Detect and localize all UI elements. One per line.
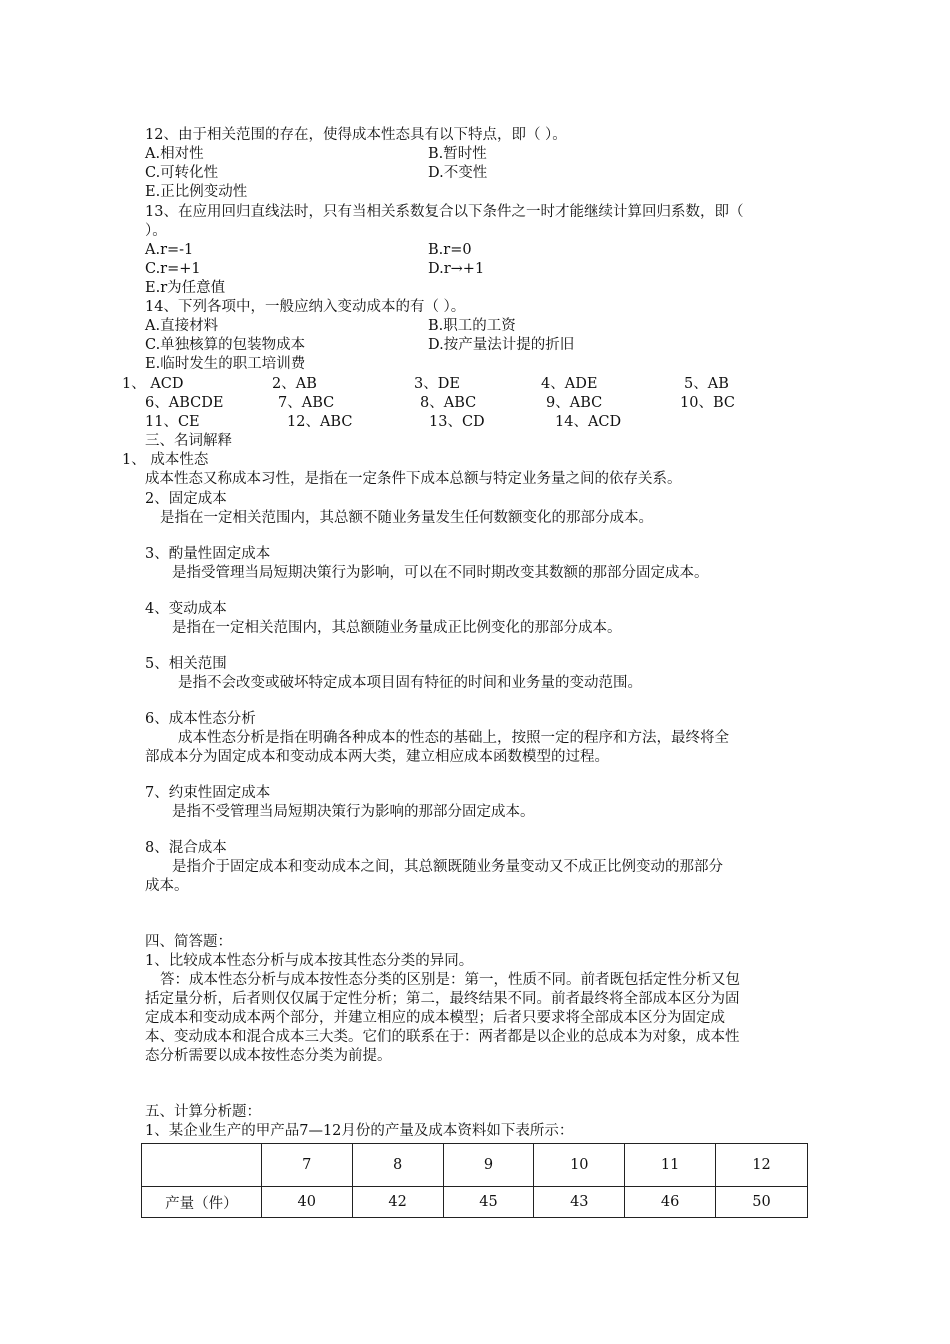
term-6-title: 6、成本性态分析 (145, 711, 256, 727)
q12-option-b: B.暂时性 (428, 146, 487, 162)
q14-option-b: B.职工的工资 (428, 318, 516, 334)
answer-10: 10、BC (680, 395, 735, 411)
term-1-body: 成本性态又称成本习性，是指在一定条件下成本总额与特定业务量之间的依存关系。 (145, 471, 682, 487)
q14-stem: 14、下列各项中，一般应纳入变动成本的有（ ）。 (145, 299, 466, 315)
term-8-body-1: 是指介于固定成本和变动成本之间，其总额既随业务量变动又不成正比例变动的那部分 (172, 859, 723, 875)
section-4-title: 四、简答题： (145, 934, 232, 950)
term-8-body-2: 成本。 (145, 878, 189, 894)
short-answer-body-2: 括定量分析，后者则仅仅属于定性分析；第二，最终结果不同。前者最终将全部成本区分为固 (145, 991, 740, 1007)
short-answer-body-3: 定成本和变动成本两个部分，并建立相应的成本模型；后者只要求将全部成本区分为固定成 (145, 1010, 725, 1026)
answer-13: 13、CD (429, 414, 485, 430)
term-7-title: 7、约束性固定成本 (145, 785, 271, 801)
q13-stem-cont: ）。 (145, 223, 167, 239)
calc-question-1: 1、某企业生产的甲产品7—12月份的产量及成本资料如下表所示： (145, 1123, 574, 1139)
output-cell: 42 (352, 1187, 443, 1218)
term-2-title: 2、固定成本 (145, 491, 227, 507)
q13-stem: 13、在应用回归直线法时，只有当相关系数复合以下条件之一时才能继续计算回归系数，即（ (145, 204, 744, 220)
q12-option-d: D.不变性 (428, 165, 488, 181)
q13-option-b: B.r=0 (428, 242, 472, 258)
term-8-title: 8、混合成本 (145, 840, 227, 856)
q14-option-e: E.临时发生的职工培训费 (145, 356, 306, 372)
term-2-body: 是指在一定相关范围内，其总额不随业务量发生任何数额变化的那部分成本。 (160, 510, 653, 526)
table-row (142, 1187, 808, 1218)
q13-option-d: D.r→+1 (428, 261, 485, 277)
table-header-row (142, 1144, 808, 1187)
output-cell: 45 (443, 1187, 534, 1218)
answer-9: 9、ABC (546, 395, 603, 411)
answer-5: 5、AB (684, 376, 729, 392)
q13-option-a: A.r=-1 (145, 242, 194, 258)
term-3-body: 是指受管理当局短期决策行为影响，可以在不同时期改变其数额的那部分固定成本。 (172, 565, 709, 581)
term-6-body-2: 部成本分为固定成本和变动成本两大类，建立相应成本函数模型的过程。 (145, 749, 609, 765)
term-5-body: 是指不会改变或破坏特定成本项目固有特征的时间和业务量的变动范围。 (178, 675, 642, 691)
month-cell: 10 (534, 1144, 625, 1187)
q12-option-e: E.正比例变动性 (145, 184, 248, 200)
q13-option-e: E.r为任意值 (145, 280, 226, 296)
q12-stem: 12、由于相关范围的存在，使得成本性态具有以下特点，即（ ）。 (145, 127, 567, 143)
short-answer-question-1: 1、比较成本性态分析与成本按其性态分类的异同。 (145, 953, 474, 969)
short-answer-body-1: 答：成本性态分析与成本按性态分类的区别是：第一，性质不同。前者既包括定性分析又包 (160, 972, 740, 988)
term-4-body: 是指在一定相关范围内，其总额随业务量成正比例变化的那部分成本。 (172, 620, 622, 636)
answer-12: 12、ABC (287, 414, 353, 430)
answer-2: 2、AB (272, 376, 317, 392)
term-1-title: 1、 成本性态 (122, 452, 209, 468)
month-cell: 7 (261, 1144, 352, 1187)
section-5-title: 五、计算分析题： (145, 1104, 261, 1120)
short-answer-body-5: 态分析需要以成本按性态分类为前提。 (145, 1048, 392, 1064)
output-table (141, 1143, 808, 1218)
q12-option-c: C.可转化性 (145, 165, 219, 181)
term-5-title: 5、相关范围 (145, 656, 227, 672)
answer-6: 6、ABCDE (145, 395, 224, 411)
month-cell: 11 (625, 1144, 716, 1187)
term-3-title: 3、酌量性固定成本 (145, 546, 271, 562)
output-cell: 50 (716, 1187, 808, 1218)
q14-option-c: C.单独核算的包装物成本 (145, 337, 306, 353)
q12-option-a: A.相对性 (145, 146, 204, 162)
answer-14: 14、ACD (555, 414, 622, 430)
output-cell: 46 (625, 1187, 716, 1218)
section-3-title: 三、名词解释 (145, 433, 232, 449)
answer-7: 7、ABC (278, 395, 335, 411)
answer-8: 8、ABC (420, 395, 477, 411)
answer-4: 4、ADE (541, 376, 598, 392)
month-cell: 8 (352, 1144, 443, 1187)
q14-option-d: D.按产量法计提的折旧 (428, 337, 575, 353)
month-cell: 9 (443, 1144, 534, 1187)
term-4-title: 4、变动成本 (145, 601, 227, 617)
month-cell: 12 (716, 1144, 808, 1187)
short-answer-body-4: 本、变动成本和混合成本三大类。它们的联系在于：两者都是以企业的总成本为对象，成本性 (145, 1029, 740, 1045)
answer-11: 11、CE (145, 414, 200, 430)
table-corner-cell (142, 1144, 262, 1187)
term-7-body: 是指不受管理当局短期决策行为影响的那部分固定成本。 (172, 804, 535, 820)
output-cell: 43 (534, 1187, 625, 1218)
answer-3: 3、DE (414, 376, 460, 392)
answer-1: 1、 ACD (122, 376, 184, 392)
output-cell: 40 (261, 1187, 352, 1218)
row-label-cell: 产量（件） (142, 1187, 262, 1218)
term-6-body-1: 成本性态分析是指在明确各种成本的性态的基础上，按照一定的程序和方法，最终将全 (178, 730, 729, 746)
q13-option-c: C.r=+1 (145, 261, 201, 277)
q14-option-a: A.直接材料 (145, 318, 219, 334)
